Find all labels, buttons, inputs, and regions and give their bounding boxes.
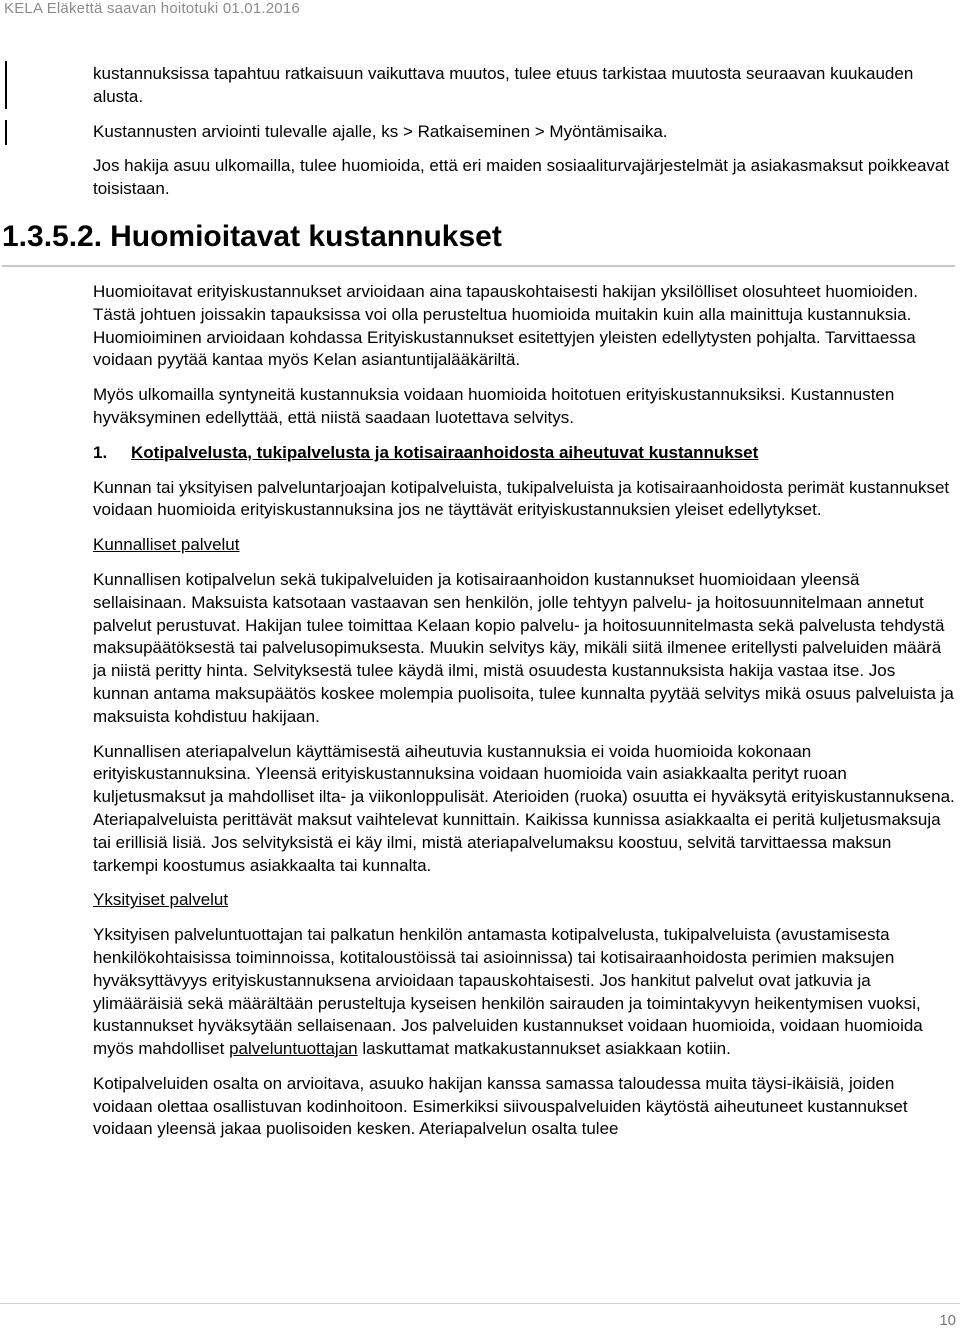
palveluntuottajan-link[interactable]: palveluntuottajan [229,1039,358,1059]
subsection-heading [93,442,955,465]
paragraph [93,924,955,1061]
paragraph: Huomioitavat erityiskustannukset arvioidaan aina tapauskohtaisesti hakijan yksilölliset olosuhteet huomioiden. Tästä johtuen joissakin tapauksissa voi olla perusteltua huomioida muitakin kuin alla mainittuja kustannuksia. Huomioiminen arvioidaan kohdassa Erityiskustannukset esitettyjen yleisten edellytysten pohjalta. Tarvittaessa voidaan pyytää kantaa myös Kelan asiantuntijalääkäriltä. [93,281,918,370]
page-number: 10 [939,1312,956,1329]
paragraph: Kunnallisen ateriapalvelun käyttämisestä aiheutuvia kustannuksia ei voida huomioida kokonaan erityiskustannuksina. Yleensä erityiskustannuksina voidaan huomioida vain asiakkaalta perityt ruoan kuljetusmaksut ja mahdolliset ilta- ja viikonloppulisät. Aterioiden (ruoka) osuutta ei hyväksytä erityiskustannuksena. Ateriapalveluista perittävät maksut vaihtelevat kunnittain. Kaikissa kunnissa asiakkaalta ei peritä kuljetusmaksuja tai erillisiä lisiä. Jos selvityksistä ei käy ilmi, mistä ateriapalvelumaksu koostuu, selvitä tarvittaessa maksun tarkempi koostumus asiakkaalta tai kunnalta. [93,741,955,875]
footer-divider [0,1303,960,1304]
paragraph: Myös ulkomailla syntyneitä kustannuksia voidaan huomioida hoitotuen erityiskustannuksiksi. Kustannusten hyväksyminen edellyttää, että niistä saadaan luotettava selvitys. [93,385,895,427]
change-bar [5,120,7,145]
section-title: Huomioitavat kustannukset [110,219,502,253]
paragraph: Kunnan tai yksityisen palveluntarjoajan kotipalveluista, tukipalveluista ja kotisairaanhoidosta perimät kustannukset voidaan huomioida erityiskustannuksina jos ne täyttävät erityiskustannuksien yleiset edellytykset. [93,477,950,520]
paragraph-text: Yksityisen palveluntuottajan tai palkatun henkilön antamasta kotipalvelusta, tukipalveluista (avustamisesta henkilökohtaisissa toiminnoissa, kotitaloustöissä tai asioinnissa) tai kotisairaanhoidosta perimien maksujen hyväksyttävyys erityiskustannuksena arvioidaan tapauskohtaisesti. Jos hankitut palvelut ovat jatkuvia ja ylimääräisiä sekä määrältään perusteltuja kyseisen henkilön sairauden ja toimintakyvyn heikentymisen vuoksi, kustannukset hyväksytään sellaisenaan. Jos palveluiden kustannukset voidaan huomioida, voidaan huomioida myös mahdolliset [93,925,923,1059]
running-header: KELA Eläkettä saavan hoitotuki 01.01.2016 [4,0,300,17]
document-body [2,63,955,1153]
section-number: 1.3.5.2. [2,219,103,253]
paragraph: Kunnallisen kotipalvelun sekä tukipalveluiden ja kotisairaanhoidon kustannukset huomioidaan yleensä sellaisinaan. Maksuista katsotaan vastaavan sen henkilön, jolle tehtyyn palvelu- ja hoitosuunnitelmaan annetut palvelut perustuvat. Hakijan tulee toimittaa Kelaan kopio palvelu- ja hoitosuunnitelmasta sekä palvelusta tehdystä maksupäätöksestä tai palvelusopimuksesta. Muukin selvitys käy, mikäli siitä ilmenee eritellysti palveluiden määrä ja niistä peritty hinta. Selvityksestä tulee käydä ilmi, mistä osuudesta kustannuksista hakija vastaa itse. Jos kunnan antama maksupäätös koskee molempia puolisoita, tulee kunnalta pyytää selvitys mikä osuus palveluista ja maksuista kohdistuu hakijaan. [93,569,954,726]
paragraph-text: laskuttamat matkakustannukset asiakkaan kotiin. [357,1039,731,1059]
section-heading [2,219,955,267]
change-bar [5,61,7,109]
kunnalliset-palvelut-heading: Kunnalliset palvelut [93,535,240,555]
paragraph: Jos hakija asuu ulkomailla, tulee huomioida, että eri maiden sosiaaliturvajärjestelmät ja asiakasmaksut poikkeavat toisistaan. [93,156,950,199]
paragraph: Kotipalveluiden osalta on arvioitava, asuuko hakijan kanssa samassa taloudessa muita täysi-ikäisiä, joiden voidaan olettaa osallistuvan kodinhoitoon. Esimerkiksi siivouspalveluiden käytöstä aiheutuneet kustannukset voidaan yleensä jakaa puolisoiden kesken. Ateriapalvelun osalta tulee [93,1073,908,1139]
paragraph: Kustannusten arviointi tulevalle ajalle, ks > Ratkaiseminen > Myöntämisaika. [93,121,668,141]
subsection-number: 1. [93,442,108,462]
paragraph: kustannuksissa tapahtuu ratkaisuun vaikuttava muutos, tulee etuus tarkistaa muutosta seuraavan kuukauden alusta. [93,64,914,106]
subsection-title: Kotipalvelusta, tukipalvelusta ja kotisairaanhoidosta aiheutuvat kustannukset [131,442,759,462]
yksityiset-palvelut-heading: Yksityiset palvelut [93,890,229,910]
